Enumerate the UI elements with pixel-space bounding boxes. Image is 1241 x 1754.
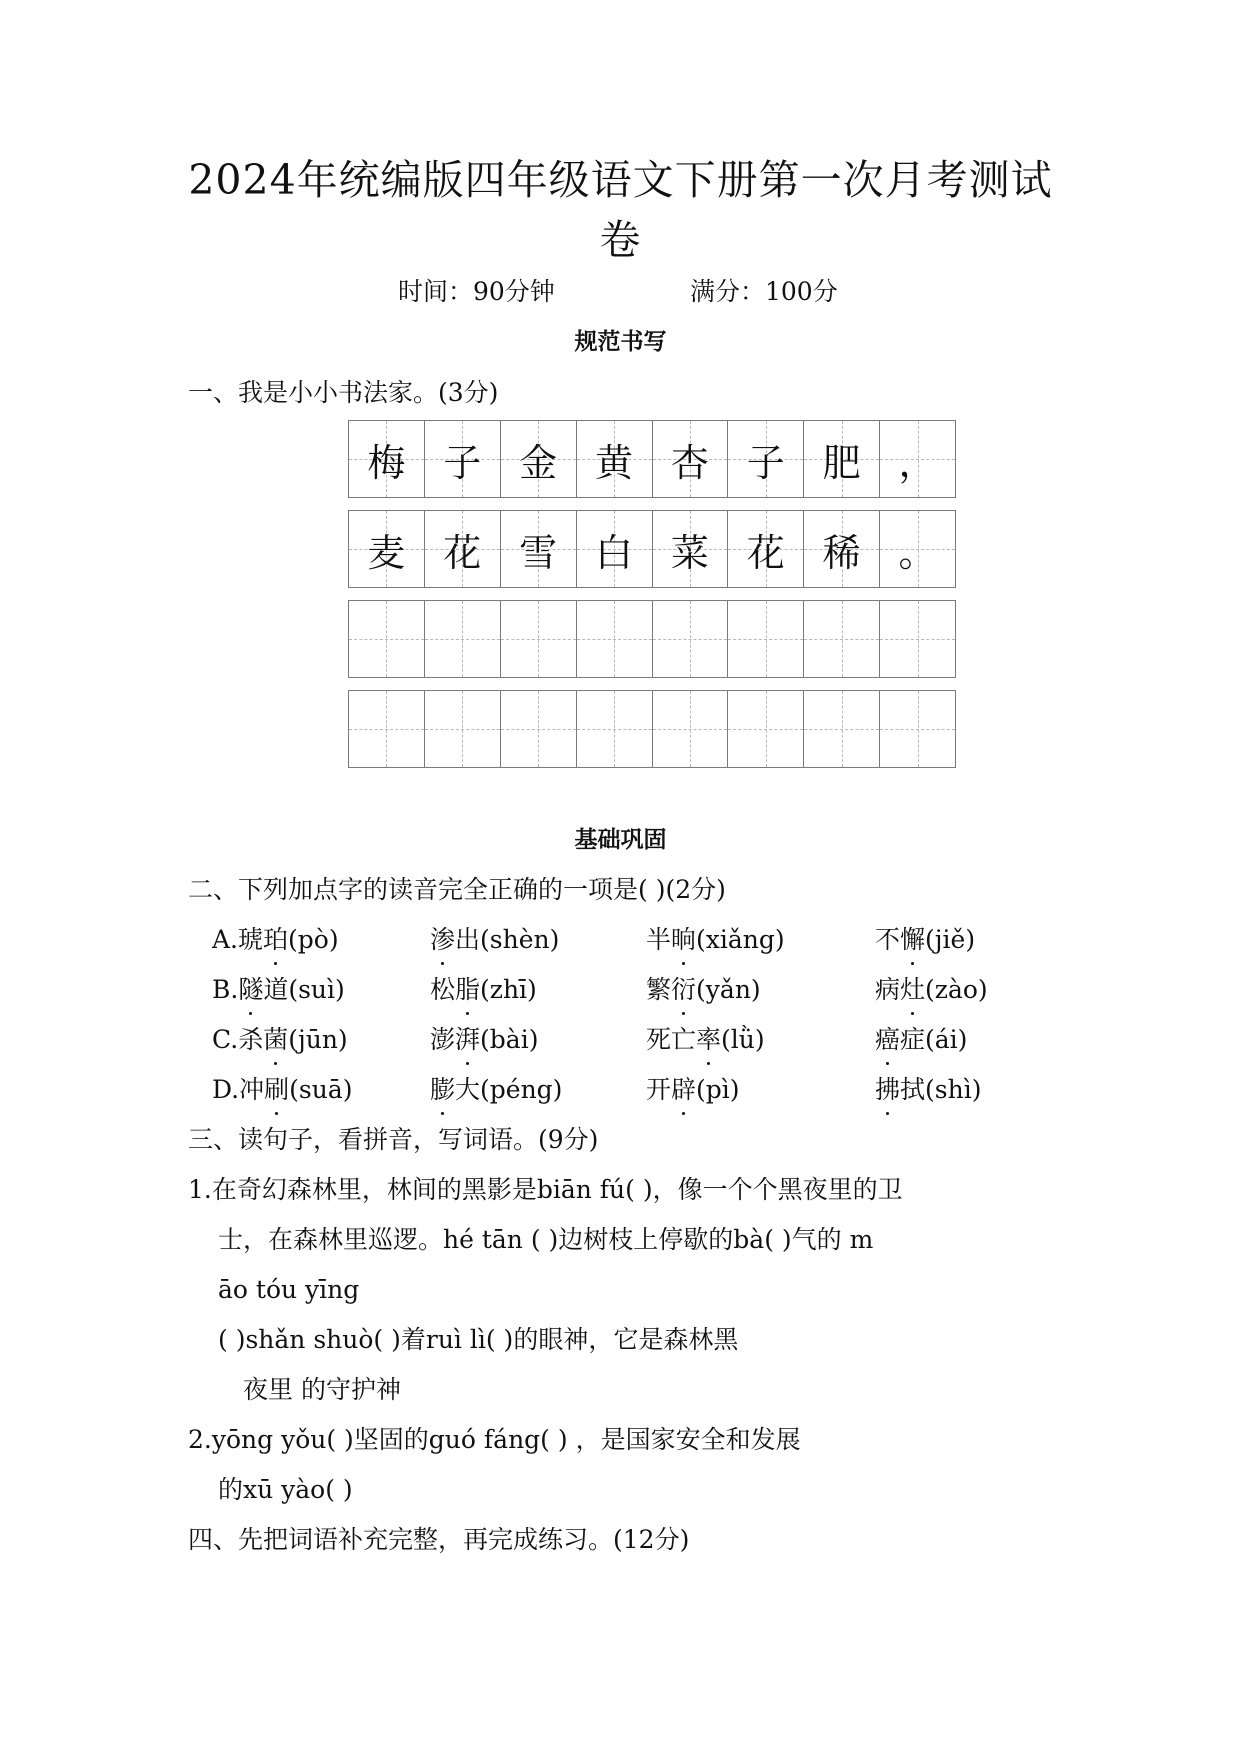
option-text: (jūn): [288, 1025, 348, 1054]
grid-cell: 雪: [501, 511, 577, 587]
option-C-item-3: [646, 1020, 765, 1060]
option-B-item-4: [875, 970, 988, 1010]
grid-cell: 梅: [349, 421, 425, 497]
grid-cell-empty[interactable]: [501, 601, 577, 677]
option-C-item-1[interactable]: [212, 1020, 348, 1060]
option-text: (zào): [925, 975, 988, 1004]
option-A-item-3: [646, 920, 785, 960]
grid-cell-empty[interactable]: [349, 601, 425, 677]
option-text: 出(shèn): [455, 925, 560, 954]
q3-sentence-1-line-3: āo tóu yīng: [218, 1275, 360, 1304]
option-text: (xiǎng): [696, 925, 785, 954]
option-text: (pì): [696, 1075, 740, 1104]
grid-cell: 花: [425, 511, 501, 587]
option-text: 松: [430, 975, 456, 1004]
grid-cell: 黄: [577, 421, 653, 497]
writing-grid-row-1: [348, 420, 956, 498]
question-3: 三、读句子，看拼音，写词语。(9分): [188, 1125, 599, 1154]
option-B-item-3: [646, 970, 761, 1010]
option-text: 死亡: [646, 1025, 697, 1054]
option-text: (jiě): [925, 925, 976, 954]
dotted-character: 懈: [900, 920, 925, 960]
option-text: B.: [212, 975, 239, 1004]
option-A-item-4: [875, 920, 975, 960]
option-A-item-1[interactable]: [212, 920, 339, 960]
option-D-item-4: [875, 1070, 981, 1110]
option-B-item-1[interactable]: [212, 970, 345, 1010]
grid-cell: 白: [577, 511, 653, 587]
grid-cell-empty[interactable]: [577, 601, 653, 677]
option-D-item-1[interactable]: [212, 1070, 352, 1110]
grid-cell: 子: [728, 421, 804, 497]
q3-sentence-1-line-1: 1.在奇幻森林里，林间的黑影是biān fú( )，像一个个黑夜里的卫: [188, 1175, 903, 1204]
q3-sentence-1-line-2: 士，在森林里巡逻。hé tān ( )边树枝上停歇的bà( )气的 m: [218, 1225, 874, 1254]
dotted-character: 隧: [238, 970, 263, 1010]
section-basics: 基础巩固: [574, 827, 667, 853]
q3-sentence-1-line-4: ( )shǎn shuò( )着ruì lì( )的眼神，它是森林黑: [218, 1325, 739, 1354]
option-text: 拭(shì): [900, 1075, 982, 1104]
title-line-2: 卷: [599, 216, 642, 264]
grid-cell-empty[interactable]: [880, 691, 955, 767]
option-text: 冲: [239, 1075, 265, 1104]
dotted-character: 脂: [455, 970, 480, 1010]
dotted-character: 率: [696, 1020, 721, 1060]
question-1: 一、我是小小书法家。(3分): [188, 378, 499, 407]
option-text: 不: [875, 925, 901, 954]
dotted-character: 渗: [430, 920, 455, 960]
writing-grid-row-4: [348, 690, 956, 768]
grid-cell-empty[interactable]: [728, 691, 804, 767]
title-line-1: 2024年统编版四年级语文下册第一次月考测试: [188, 156, 1053, 204]
option-text: 病: [875, 975, 901, 1004]
option-C-item-2: [430, 1020, 538, 1060]
option-text: (suā): [289, 1075, 353, 1104]
option-text: D.: [212, 1075, 240, 1104]
option-text: 半: [646, 925, 672, 954]
option-text: C.: [212, 1025, 239, 1054]
option-text: 繁: [646, 975, 672, 1004]
grid-cell: 金: [501, 421, 577, 497]
dotted-character: 灶: [900, 970, 925, 1010]
option-B-item-2: [430, 970, 537, 1010]
grid-cell-empty[interactable]: [728, 601, 804, 677]
option-D-item-3: [646, 1070, 740, 1110]
option-text: 开: [646, 1075, 672, 1104]
grid-cell-empty[interactable]: [653, 601, 729, 677]
exam-time: 时间：90分钟: [398, 277, 555, 306]
grid-cell: 肥: [804, 421, 880, 497]
question-2: 二、下列加点字的读音完全正确的一项是( )(2分): [188, 875, 726, 904]
grid-cell-empty[interactable]: [425, 691, 501, 767]
q3-sentence-2-line-1: 2.yōng yǒu( )坚固的guó fáng( ) ，是国家安全和发展: [188, 1425, 801, 1454]
option-text: 琥: [238, 925, 264, 954]
grid-cell-empty[interactable]: [653, 691, 729, 767]
option-text: (yǎn): [696, 975, 761, 1004]
dotted-character: 刷: [264, 1070, 289, 1110]
grid-cell-empty[interactable]: [804, 691, 880, 767]
option-text: 症(ái): [900, 1025, 968, 1054]
option-C-item-4: [875, 1020, 967, 1060]
option-text: A.: [212, 925, 239, 954]
dotted-character: 衍: [671, 970, 696, 1010]
dotted-character: 癌: [875, 1020, 900, 1060]
option-A-item-2: [430, 920, 559, 960]
grid-cell: 花: [728, 511, 804, 587]
dotted-character: 膨: [430, 1070, 455, 1110]
option-text: 杀: [238, 1025, 264, 1054]
writing-grid-row-3: [348, 600, 956, 678]
grid-cell: ，: [880, 421, 955, 497]
grid-cell: 菜: [653, 511, 729, 587]
option-text: 澎: [430, 1025, 456, 1054]
option-text: (bài): [480, 1025, 539, 1054]
grid-cell-empty[interactable]: [577, 691, 653, 767]
exam-full-score: 满分：100分: [690, 277, 838, 306]
section-writing: 规范书写: [574, 329, 667, 355]
grid-cell: 。: [880, 511, 955, 587]
option-text: (pò): [288, 925, 339, 954]
grid-cell: 子: [425, 421, 501, 497]
dotted-character: 晌: [671, 920, 696, 960]
q3-sentence-1-line-5: 夜里 的守护神: [243, 1375, 401, 1404]
grid-cell-empty[interactable]: [349, 691, 425, 767]
option-text: (lǜ): [721, 1025, 765, 1054]
q3-sentence-2-line-2: 的xū yào( ): [218, 1475, 353, 1504]
dotted-character: 拂: [875, 1070, 900, 1110]
dotted-character: 菌: [263, 1020, 288, 1060]
option-D-item-2: [430, 1070, 562, 1110]
grid-cell: 稀: [804, 511, 880, 587]
option-text: 大(péng): [455, 1075, 563, 1104]
grid-cell-empty[interactable]: [880, 601, 955, 677]
option-text: (zhī): [480, 975, 537, 1004]
grid-cell: 麦: [349, 511, 425, 587]
grid-cell-empty[interactable]: [501, 691, 577, 767]
grid-cell: 杏: [653, 421, 729, 497]
grid-cell-empty[interactable]: [804, 601, 880, 677]
grid-cell-empty[interactable]: [425, 601, 501, 677]
dotted-character: 湃: [455, 1020, 480, 1060]
dotted-character: 珀: [263, 920, 288, 960]
option-text: 道(suì): [263, 975, 345, 1004]
writing-grid-row-2: [348, 510, 956, 588]
question-4: 四、先把词语补充完整，再完成练习。(12分): [188, 1525, 690, 1554]
dotted-character: 辟: [671, 1070, 696, 1110]
paper-title: [150, 150, 1091, 270]
